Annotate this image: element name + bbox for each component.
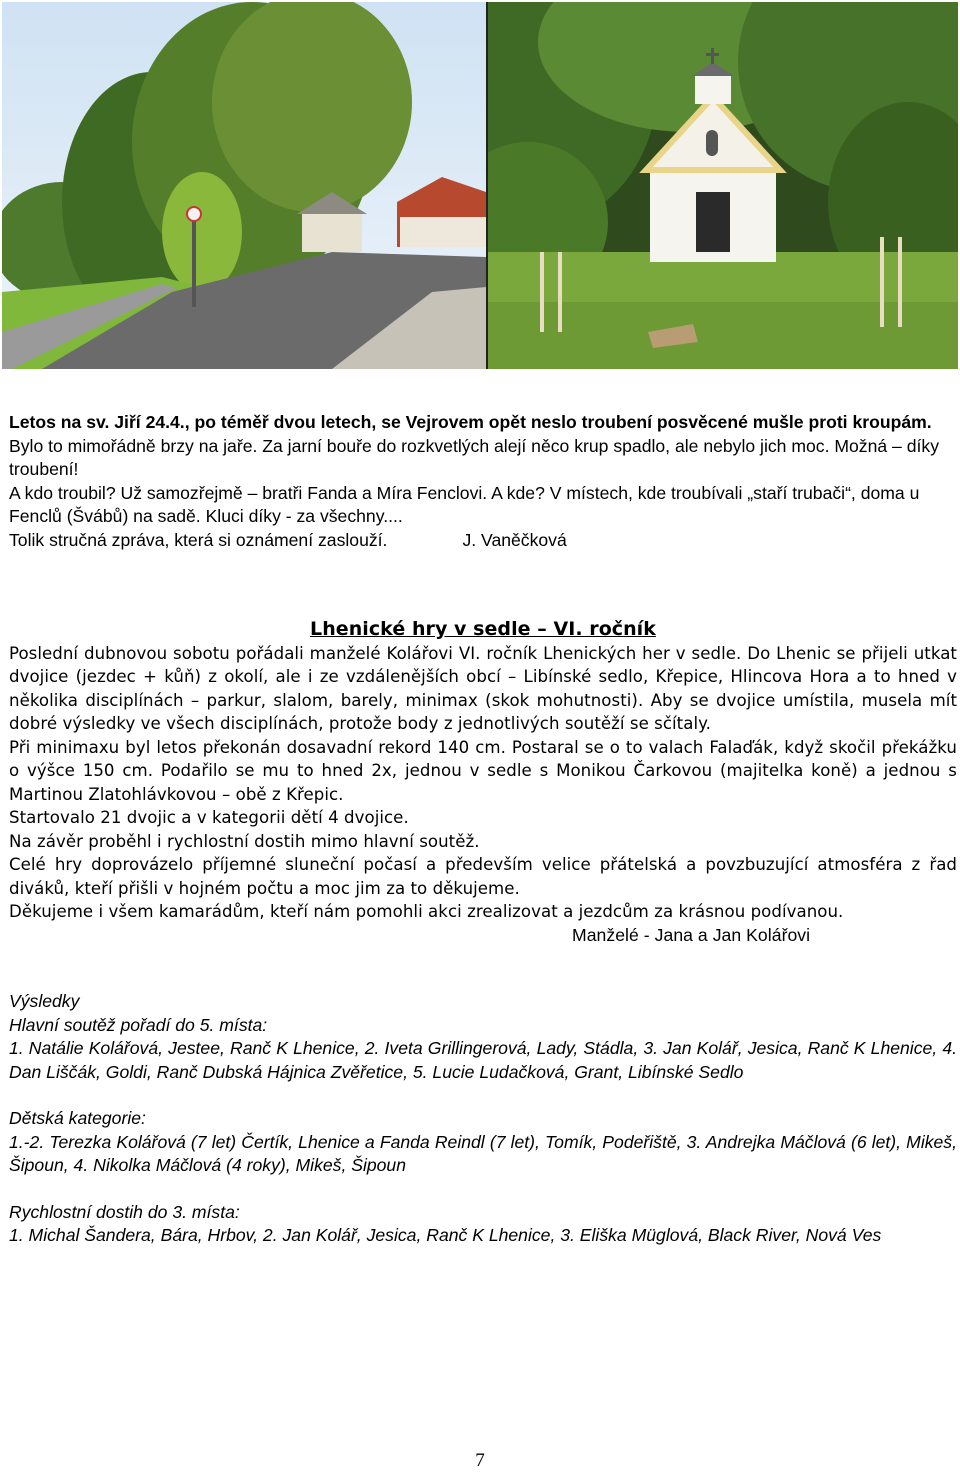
- results-kids-text: 1.-2. Terezka Kolářová (7 let) Čertík, Lhenice a Fanda Reindl (7 let), Tomík, Podeřiště, 3. Andrejka Máčlová (6 let), Mikeš, Šipoun, 4. Nikolka Máčlová (4 roky), Mikeš, Šipoun: [9, 1131, 957, 1175]
- results-race-heading: Rychlostní dostih do 3. místa:: [9, 1201, 240, 1222]
- photo-village-road-image: [2, 2, 486, 369]
- results-kids-heading: Dětská kategorie:: [9, 1108, 146, 1128]
- page-number: 7: [475, 1450, 485, 1471]
- article-paragraph: Při minimaxu byl letos překonán dosavadní rekord 140 cm. Postaral se o to valach Falaďák, když skočil překážku o výšce 150 cm. Podařilo se mu to hned 2x, jednou v sedle s Monikou Čarkovou (majitelka koně) a jednou s Martinou Zlatohlávkovou – obě z Křepic.: [9, 737, 957, 804]
- article-shell-blowing: [9, 411, 957, 552]
- article-closing: Tolik stručná zpráva, která si oznámení zaslouží. J. Vaněčková: [9, 529, 567, 550]
- results-section: [9, 990, 957, 1248]
- article-signature: J. Vaněčková: [462, 529, 567, 550]
- results-heading: Výsledky: [9, 991, 80, 1011]
- results-main-heading: Hlavní soutěž pořadí do 5. místa:: [9, 1014, 268, 1035]
- photo-chapel-image: [488, 2, 958, 369]
- article-riding-games: [9, 610, 957, 947]
- article-paragraph: Bylo to mimořádně brzy na jaře. Za jarní bouře do rozkvetlých alejí něco krup spadlo, ale nebylo jich moc. Možná – díky troubení!: [9, 435, 939, 479]
- photo-village-road: [2, 2, 488, 369]
- results-main-text: 1. Natálie Kolářová, Jestee, Ranč K Lhenice, 2. Iveta Grillingerová, Lady, Stádla, 3. Jan Kolář, Jesica, Ranč K Lhenice, 4. Dan Liščák, Goldi, Ranč Dubská Hájnica Zvěřetice, 5. Lucie Ludačková, Grant, Libínské Sedlo: [9, 1038, 957, 1082]
- results-race-text: 1. Michal Šandera, Bára, Hrbov, 2. Jan Kolář, Jesica, Ranč K Lhenice, 3. Eliška Müglová, Black River, Nová Ves: [9, 1225, 882, 1245]
- article-paragraph: Děkujeme i všem kamarádům, kteří nám pomohli akci zrealizovat a jezdcům za krásnou podívanou.: [9, 902, 844, 921]
- photo-chapel: [488, 2, 958, 369]
- photo-strip: [0, 0, 960, 370]
- article-paragraph: Poslední dubnovou sobotu pořádali manželé Kolářovi VI. ročník Lhenických her v sedle. Do Lhenic se přijeli utkat dvojice (jezdec + kůň) z okolí, ale i ze vzdálenějších obcí – Libínské sedlo, Křepice, Hlincova Hora a to hned v několika disciplínách – parkur, slalom, barely, minimax (skok mohutnosti). Aby se dvojice umístila, musela mít dobré výsledky ve všech disciplínách, protože body z jednotlivých soutěží se sčítaly.: [9, 643, 957, 733]
- article-title: Lhenické hry v sedle – VI. ročník: [310, 618, 656, 640]
- article-paragraph: Na závěr proběhl i rychlostní dostih mimo hlavní soutěž.: [9, 831, 480, 851]
- article-signature: Manželé - Jana a Jan Kolářovi: [572, 924, 811, 945]
- article-paragraph: Startovalo 21 dvojic a v kategorii dětí 4 dvojice.: [9, 808, 409, 827]
- article-paragraph: A kdo troubil? Už samozřejmě – bratři Fanda a Míra Fenclovi. A kde? V místech, kde troubívali „staří trubači“, doma u Fenclů (Švábů) na sadě. Kluci díky - za všechny....: [9, 482, 920, 526]
- article-paragraph: Celé hry doprovázelo příjemné sluneční počasí a především velice přátelská a povzbuzující atmosféra z řad diváků, kteří přišli v hojném počtu a moc jim za to děkujeme.: [9, 855, 957, 898]
- article-lead: Letos na sv. Jiří 24.4., po téměř dvou letech, se Vejrovem opět neslo troubení posvěcené mušle proti kroupám.: [9, 412, 932, 432]
